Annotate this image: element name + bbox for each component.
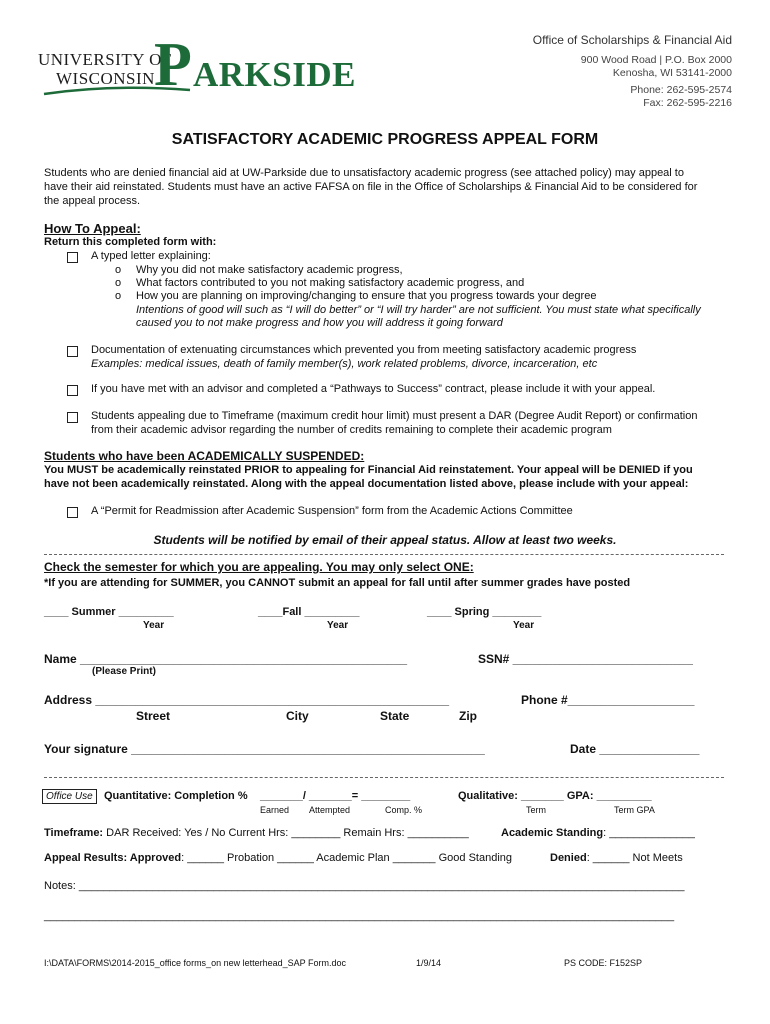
intro-line1: Students who are denied financial aid at UW-Parkside due to unsatisfactory academic progress (see attached policy) may appeal to [44,167,684,179]
zip-label: Zip [459,709,477,723]
term-label: Term [526,805,546,815]
letter-item: A typed letter explaining: [91,250,211,262]
documentation-examples: Examples: medical issues, death of family member(s), work related problems, divorce, incarceration, etc [91,358,598,370]
notes-line2[interactable]: _______________________________________________________________________________________________________ [44,910,675,922]
timeframe-row [44,827,469,839]
standing-label: Academic Standing [501,827,604,839]
letter-checkbox[interactable] [67,252,78,263]
results-label: Appeal Results: Approved [44,852,182,864]
notes-field[interactable]: Notes: ___________________________________________________________________________________________________ [44,880,685,892]
bullet-why: Why you did not make satisfactory academic progress, [136,264,403,276]
please-print-label: (Please Print) [92,666,156,677]
intro-line3: the appeal process. [44,195,141,207]
readmission-item: A “Permit for Readmission after Academic Suspension” form from the Academic Actions Committee [91,505,573,517]
street-label: Street [136,709,171,723]
signature-field[interactable]: Your signature _____________________________________________________ [44,742,485,756]
notify-notice: Students will be notified by email of their appeal status. Allow at least two weeks. [153,533,617,547]
city-label: City [286,709,309,723]
logo-line-university-of: UNIVERSITY OF [38,50,172,69]
return-form-subheading: Return this completed form with: [44,236,217,248]
academic-standing [501,827,695,839]
semester-heading: Check the semester for which you are appealing. You may only select ONE: [44,560,474,574]
bullet-marker: o [115,277,122,289]
footer-file-path: I:\DATA\FORMS\2014-2015_office forms_on new letterhead_SAP Form.doc [44,958,346,968]
summer-year-label: Year [143,620,165,631]
documentation-checkbox[interactable] [67,346,78,357]
attempted-label: Attempted [309,805,351,815]
address-field[interactable]: Address _____________________________________________________ [44,693,450,707]
date-field[interactable]: Date _______________ [570,742,700,756]
results-options[interactable]: : ______ Probation ______ Academic Plan _______ Good Standing [181,852,512,864]
logo-brand-p: P [154,31,192,99]
timeframe-checkbox[interactable] [67,412,78,423]
phone-field[interactable]: Phone #___________________ [521,693,695,707]
earned-label: Earned [260,805,290,815]
timeframe-details[interactable]: DAR Received: Yes / No Current Hrs: ________ Remain Hrs: __________ [106,827,469,839]
qualitative-field[interactable]: Qualitative: _______ GPA: _________ [458,790,652,802]
denied-row [550,852,683,864]
fall-year-label: Year [327,620,349,631]
denied-option[interactable]: : ______ Not Meets [586,852,683,864]
documentation-item: Documentation of extenuating circumstances which prevented you from meeting satisfactory academic progress [91,344,637,356]
office-fax: Fax: 262-595-2216 [643,97,732,109]
office-address-line2: Kenosha, WI 53141-2000 [612,67,732,79]
bullet-plan: How you are planning on improving/changing to ensure that you progress towards your degree [136,290,597,302]
quantitative-label: Quantitative: Completion % [104,790,248,802]
ssn-field[interactable]: SSN# ___________________________ [478,652,693,666]
spring-year-label: Year [513,620,535,631]
suspended-line1: You MUST be academically reinstated PRIOR to appealing for Financial Aid reinstatement. Your appeal will be DENIED if you [44,464,693,476]
office-name: Office of Scholarships & Financial Aid [532,33,732,47]
suspended-line2: have not been academically reinstated. Along with the appeal documentation listed above, please include with your appeal: [44,478,689,490]
appeal-results-row [44,852,512,864]
suspended-heading: Students who have been ACADEMICALLY SUSPENDED: [44,449,365,463]
divider-bottom [44,777,724,778]
bullet-factors: What factors contributed to you not making satisfactory academic progress, and [136,277,525,289]
quantitative-blanks[interactable]: _______/ _______= ________ [260,790,411,802]
office-phone: Phone: 262-595-2574 [630,84,732,96]
summer-option[interactable]: ____ Summer _________ [44,606,174,618]
timeframe-item-line2: from their academic advisor regarding the number of credits remaining to complete their academic program [91,424,612,436]
comp-pct-label: Comp. % [385,805,423,815]
intentions-line2: caused you to not make progress and how you will address it going forward [136,317,503,329]
summer-note: *If you are attending for SUMMER, you CANNOT submit an appeal for fall until after summer grades have posted [44,577,631,589]
logo-line-wisconsin: WISCONSIN [56,69,155,88]
advisor-checkbox[interactable] [67,385,78,396]
fall-option[interactable]: ____Fall _________ [258,606,360,618]
form-title: SATISFACTORY ACADEMIC PROGRESS APPEAL FORM [171,131,599,148]
term-gpa-label: Term GPA [614,805,655,815]
standing-blank[interactable]: : ______________ [603,827,695,839]
divider-top [44,554,724,555]
bullet-marker: o [115,264,122,276]
denied-label: Denied [550,852,587,864]
name-field[interactable]: Name _________________________________________________ [44,652,408,666]
timeframe-item-line1: Students appealing due to Timeframe (maximum credit hour limit) must present a DAR (Degree Audit Report) or confirmation [91,410,698,422]
office-address-line1: 900 Wood Road | P.O. Box 2000 [580,54,732,66]
how-to-appeal-heading: How To Appeal: [44,221,141,236]
state-label: State [380,709,410,723]
intentions-line1: Intentions of good will such as “I will do better” or “I will try harder” are not sufficient. You must state what specifically [136,304,701,316]
bullet-marker: o [115,290,122,302]
footer-date: 1/9/14 [416,958,442,968]
readmission-checkbox[interactable] [67,507,78,518]
logo-brand-rest: ARKSIDE [193,55,356,94]
footer-ps-code: PS CODE: F152SP [564,958,643,968]
office-use-badge: Office Use [42,789,97,804]
spring-option[interactable]: ____ Spring ________ [427,606,542,618]
timeframe-label: Timeframe: [44,827,104,839]
advisor-item: If you have met with an advisor and completed a “Pathways to Success” contract, please include it with your appeal. [91,383,656,395]
intro-line2: have their aid reinstated. Students must have an active FAFSA on file in the Office of Scholarships & Financial Aid to be considered for [44,181,698,193]
